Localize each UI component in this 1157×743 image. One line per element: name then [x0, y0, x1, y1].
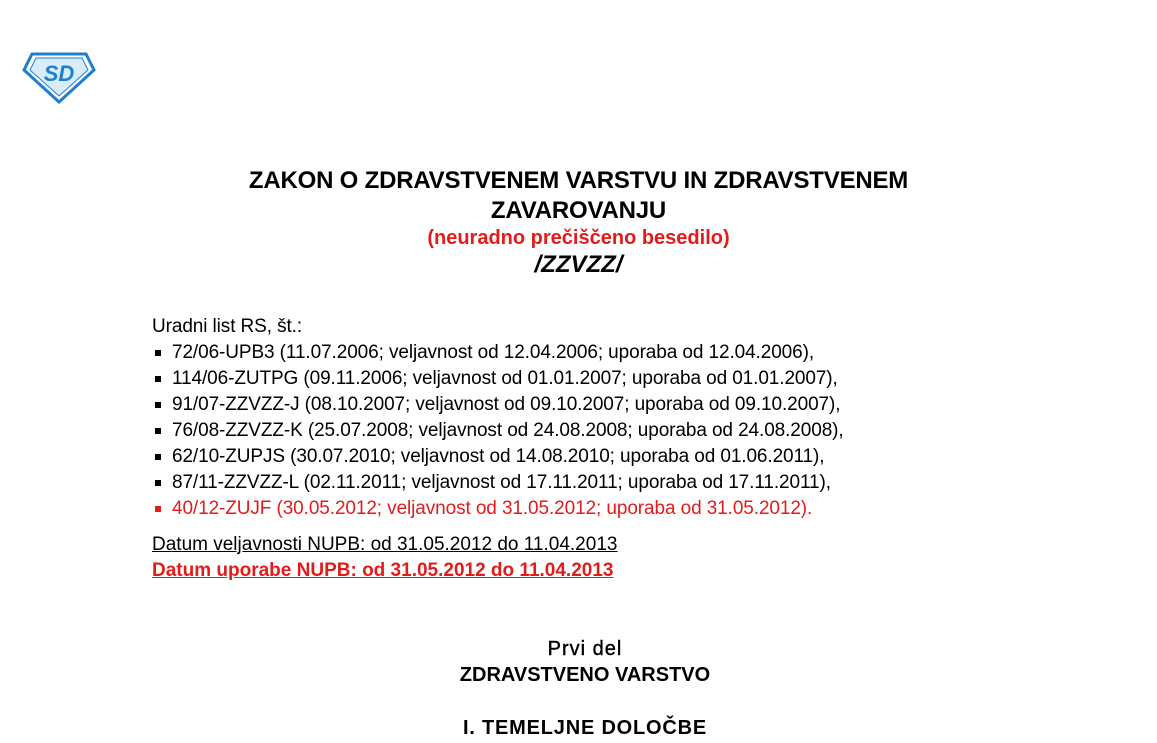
gazette-item: 62/10-ZUPJS (30.07.2010; veljavnost od 14.08.2010; uporaba od 01.06.2011), — [152, 444, 844, 470]
nupb-dates — [152, 532, 617, 584]
part-name: ZDRAVSTVENO VARSTVO — [459, 664, 711, 686]
bullet-icon — [155, 480, 161, 486]
bullet-icon — [155, 428, 161, 434]
document-title-line-2: ZAVAROVANJU — [490, 197, 667, 224]
section-title: I. TEMELJNE DOLOČBE — [462, 717, 708, 739]
gazette-item: 76/08-ZZVZZ-K (25.07.2008; veljavnost od 24.08.2008; uporaba od 24.08.2008), — [152, 418, 844, 444]
gazette-item: 91/07-ZZVZZ-J (08.10.2007; veljavnost od 09.10.2007; uporaba od 09.10.2007), — [152, 392, 844, 418]
gazette-item: 114/06-ZUTPG (09.11.2006; veljavnost od 01.01.2007; uporaba od 01.01.2007), — [152, 366, 844, 392]
title-block — [0, 166, 1157, 279]
document-abbreviation: /ZZVZZ/ — [534, 251, 623, 278]
part-heading — [0, 636, 1157, 741]
document-title-line-1: ZAKON O ZDRAVSTVENEM VARSTVU IN ZDRAVSTVENEM — [248, 167, 909, 194]
gazette-heading: Uradni list RS, št.: — [152, 316, 303, 337]
bullet-icon — [155, 350, 161, 356]
publisher-logo — [22, 48, 96, 104]
gazette-references — [152, 314, 844, 522]
gazette-item: 87/11-ZZVZZ-L (02.11.2011; veljavnost od 17.11.2011; uporaba od 17.11.2011), — [152, 470, 844, 496]
bullet-icon — [155, 402, 161, 408]
svg-text:SD: SD — [43, 61, 75, 86]
bullet-icon — [155, 376, 161, 382]
gazette-item: 72/06-UPB3 (11.07.2006; veljavnost od 12.04.2006; uporaba od 12.04.2006), — [152, 340, 844, 366]
gazette-item-latest: 40/12-ZUJF (30.05.2012; veljavnost od 31.05.2012; uporaba od 31.05.2012). — [152, 496, 844, 522]
use-date: Datum uporabe NUPB: od 31.05.2012 do 11.04.2013 — [152, 560, 614, 581]
part-label: Prvi del — [547, 638, 623, 660]
validity-date: Datum veljavnosti NUPB: od 31.05.2012 do 11.04.2013 — [152, 534, 618, 555]
document-subtitle: (neuradno prečiščeno besedilo) — [427, 227, 730, 249]
gazette-list — [152, 340, 844, 522]
bullet-icon — [155, 454, 161, 460]
bullet-icon — [155, 506, 161, 512]
